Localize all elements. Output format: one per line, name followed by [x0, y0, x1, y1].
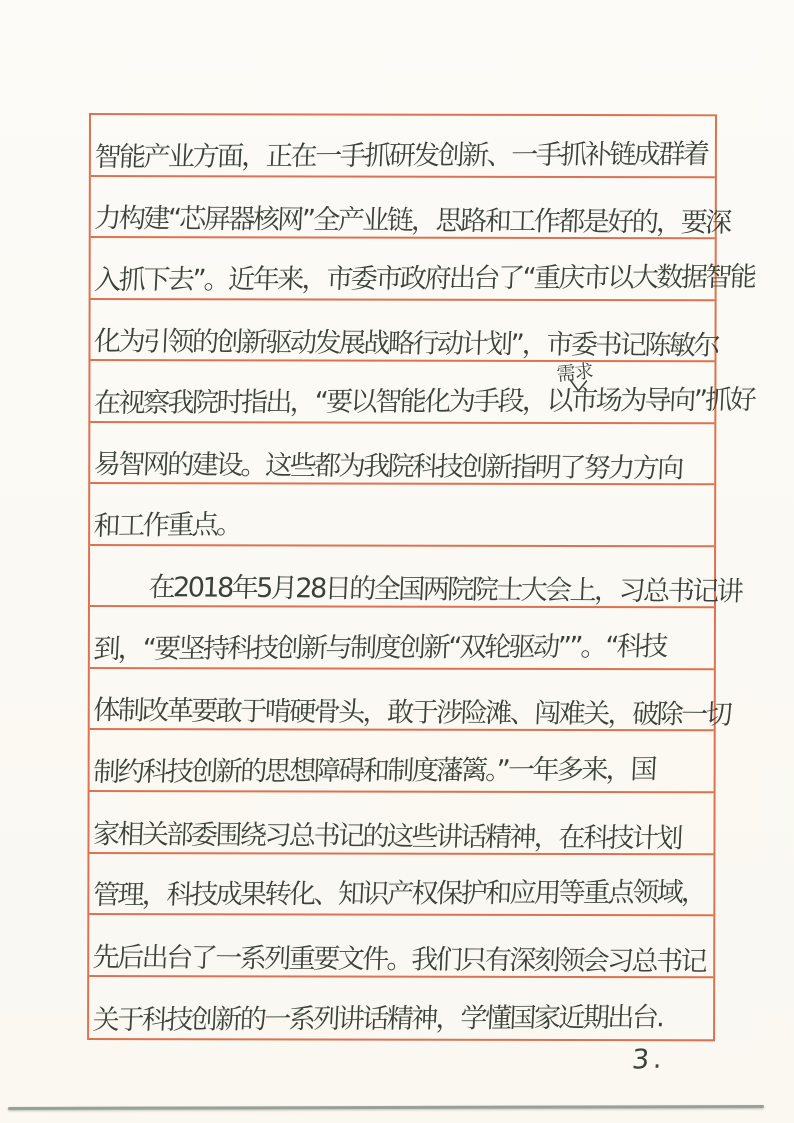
insertion-annotation — [556, 358, 592, 385]
handwritten-line: 智能产业方面，正在一手抓研发创新、一手抓补链成群着 — [93, 138, 708, 173]
handwritten-line: 管理，科技成果转化、知识产权保护和应用等重点领域， — [92, 877, 707, 912]
handwritten-line: 家相关部委围绕习总书记的这些讲话精神，在科技计划 — [92, 818, 682, 854]
ruled-row — [89, 854, 713, 917]
ruled-row — [91, 238, 756, 301]
ruled-row — [89, 977, 713, 1040]
insertion-text: 需求 — [555, 360, 594, 386]
ruled-row — [90, 669, 731, 732]
handwritten-line: 在视察我院时指出，“要以智能化为手段，以市场为导向”抓好 — [93, 384, 755, 419]
scan-bottom-edge-shadow — [8, 1105, 764, 1110]
ruled-row — [90, 484, 714, 547]
handwritten-line: 力构建“芯屏器核网”全产业链，思路和工作都是好的，要深 — [93, 203, 731, 239]
page-number: 3. — [630, 1043, 667, 1076]
lines-container — [89, 115, 756, 1039]
insertion-caret-icon — [568, 379, 588, 392]
ruled-row — [90, 730, 714, 793]
ruled-row — [89, 915, 713, 978]
ruled-row — [90, 546, 742, 609]
ruled-row — [91, 177, 731, 240]
handwritten-line: 化为引领的创新驱动发展战略行动计划”，市委书记陈敏尔 — [93, 326, 719, 362]
ruled-row — [90, 300, 719, 363]
handwritten-line: 体制改革要敢于啃硬骨头，敢于涉险滩、闯难关，破除一切 — [92, 695, 731, 732]
ruled-row — [90, 607, 714, 670]
handwritten-line: 和工作重点。 — [93, 509, 242, 542]
handwritten-line: 入抓下去”。近年来，市委市政府出台了“重庆市以大数据智能 — [93, 261, 756, 296]
handwritten-line: 关于科技创新的一系列讲话精神，学懂国家近期出台. — [91, 1002, 664, 1037]
handwritten-line: 制约科技创新的思想障碍和制度藩篱。”一年多来，国 — [92, 754, 656, 789]
handwritten-line: 先后出台了一系列重要文件。我们只有深刻领会习总书记 — [92, 941, 706, 978]
handwritten-line: 易智网的建设。这些都为我院科技创新指明了努力方向 — [93, 449, 683, 485]
ruled-row — [89, 792, 713, 855]
ruled-row — [91, 115, 715, 178]
ruled-writing-grid — [87, 113, 756, 1041]
ruled-row — [90, 423, 714, 486]
ruled-row — [90, 361, 755, 424]
handwritten-line: 到，“要坚持科技创新与制度创新“双轮驱动””。“科技 — [92, 631, 667, 665]
handwritten-line: 在2018年5月28日的全国两院院士大会上，习总书记讲 — [147, 572, 742, 608]
